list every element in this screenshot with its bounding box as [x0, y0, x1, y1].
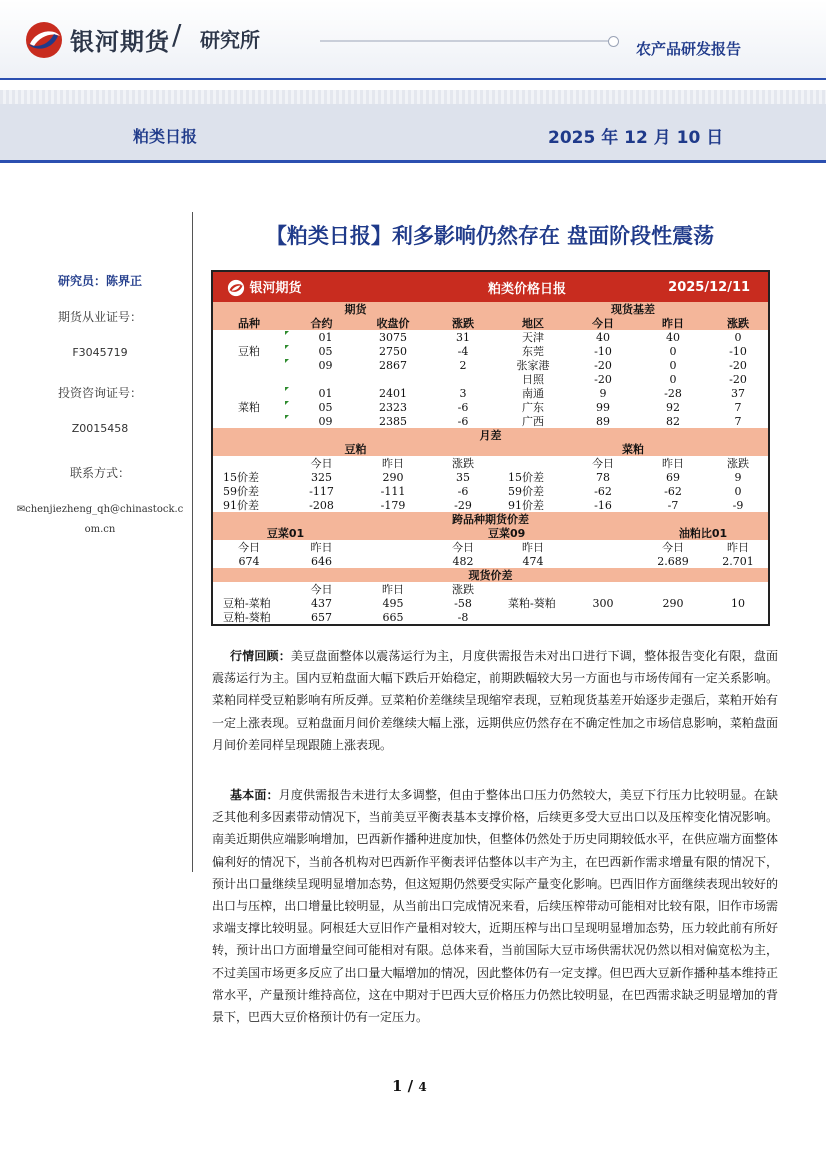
cross-subheader	[213, 526, 768, 540]
consult-label: 投资咨询证号：	[57, 386, 142, 400]
table-cell: -179	[380, 498, 406, 512]
paragraph-fundamentals	[212, 784, 778, 1028]
col-header: 昨日	[522, 540, 545, 554]
table-cell: -4	[457, 344, 469, 358]
table-cell: 东莞	[522, 344, 545, 358]
table-cell: 59价差	[508, 484, 545, 498]
col-header: 涨跌	[452, 456, 475, 470]
table-cell: 05	[285, 400, 358, 414]
decorative-line	[320, 40, 610, 42]
col-header: 地区	[522, 316, 545, 330]
paragraph-lead: 行情回顾：	[230, 649, 291, 663]
col-header: 今日	[592, 316, 615, 330]
table-cell: 290	[382, 470, 404, 484]
table-cell	[358, 372, 428, 386]
col-header: 昨日	[662, 316, 685, 330]
band-date: 2025 年 12 月 10 日	[548, 128, 724, 148]
basis-label: 现货基差	[611, 302, 656, 316]
table-cell: 82	[666, 414, 681, 428]
spread-right-label: 菜粕	[622, 442, 645, 456]
table-cell: 豆粕-葵粕	[223, 610, 271, 624]
report-type: 农产品研发报告	[636, 40, 742, 58]
table-row	[213, 610, 768, 624]
col-header: 今日	[662, 540, 685, 554]
table-row	[213, 596, 768, 610]
table-cell: 325	[311, 470, 332, 484]
col-header: 涨跌	[727, 316, 750, 330]
email-line-1[interactable]: ✉chenjiezheng_qh@chinastock.c	[16, 504, 184, 515]
table-cell: -6	[457, 484, 469, 498]
green-marker-icon	[285, 331, 289, 335]
table-cell: 495	[382, 596, 404, 610]
green-marker-icon	[285, 345, 289, 349]
table-cell: 40	[596, 330, 611, 344]
paragraph-text: 月度供需报告未进行太多调整，但由于整体出口压力仍然较大，美豆下行压力比较明显。在缺乏其他利多因素带动情况下，当前美豆平衡表基本支撑价格，后续更多受大豆出口以及压榨变化情况影响。南美近期供应端影响增加，巴西新作播种进度加快，但整体仍然处于历史同期较低水平，在供应端方面整体偏利好的情况下，当前各机构对巴西新作平衡表评估整体以丰产为主，在巴西新作需求增量有限的情况下，预计出口量继续呈现明显增加态势，但这短期仍然要受实际产量变化影响。巴西旧作方面继续表现出较好的出口与压榨，出口增量比较明显，从当前出口完成情况来看，后续压榨带动可能相对比较有限，旧作市场需求端支撑比较明显。阿根廷大豆旧作产量相对较大，近期压榨与出口呈现明显增加态势，压力较此前有所好转，预计出口方面增量空间可能相对有限。总体来看，当前国际大豆市场供需状况仍然以相对偏宽松为主，不过美国市场更多反应了出口量大幅增加的情况，因此整体仍有一定支撑。但巴西大豆新作播种基本维持正常水平，产量预计维持高位，这在中期对于巴西大豆价格压力仍然比较明显，在巴西需求缺乏明显增加的背景下，巴西大豆价格预计仍有一定压力。	[212, 788, 778, 1025]
table-cell: 7	[734, 414, 742, 428]
section-header-cross	[213, 512, 768, 526]
cross-group: 油粕比01	[678, 526, 728, 540]
paragraph-lead: 基本面：	[230, 788, 279, 802]
analyst-name: 研究员：陈界正	[57, 274, 142, 288]
table-brand: 银河期货	[249, 280, 302, 296]
table-cell: -20	[594, 372, 612, 386]
futures-label: 期货	[344, 302, 367, 316]
table-cell: -6	[457, 414, 469, 428]
col-header: 涨跌	[727, 456, 750, 470]
table-cell: -10	[729, 344, 747, 358]
band-title: 粕类日报	[133, 127, 198, 146]
table-row	[213, 400, 768, 414]
table-cell: 92	[666, 400, 681, 414]
table-row	[213, 470, 768, 484]
table-cell: 657	[311, 610, 332, 624]
table-cell: 9	[734, 470, 742, 484]
col-header: 涨跌	[452, 582, 475, 596]
cross-value: 646	[311, 554, 332, 568]
col-header: 昨日	[310, 540, 333, 554]
table-cell: 59价差	[223, 484, 259, 498]
table-cell: -117	[309, 484, 334, 498]
spot-label: 现货价差	[468, 568, 513, 582]
title-rule	[0, 160, 826, 163]
table-cell: 广西	[522, 414, 545, 428]
table-cell: -8	[457, 610, 469, 624]
table-cell	[213, 372, 285, 386]
table-cell: 张家港	[516, 358, 550, 372]
license-label: 期货从业证号：	[57, 310, 142, 324]
col-header: 昨日	[727, 540, 750, 554]
table-cell	[285, 372, 358, 386]
brand-name: 银河期货	[70, 28, 170, 56]
cross-group: 豆菜09	[488, 526, 526, 540]
table-cell: 9	[599, 386, 607, 400]
table-cell: -58	[454, 596, 472, 610]
table-cell	[213, 330, 285, 344]
table-row	[213, 344, 768, 358]
table-cell: 69	[666, 470, 681, 484]
section-header-futures	[213, 302, 768, 316]
table-cell: 2401	[379, 386, 408, 400]
table-cell: 35	[456, 470, 471, 484]
table-row	[213, 358, 768, 372]
table-cell: 01	[285, 330, 358, 344]
column-headers	[213, 316, 768, 330]
institute-name: 研究所	[200, 28, 260, 52]
table-cell: 78	[596, 470, 611, 484]
table-cell: 40	[666, 330, 681, 344]
table-cell: 0	[669, 344, 677, 358]
table-cell: 豆粕-菜粕	[223, 596, 271, 610]
table-cell: 豆粕	[238, 344, 260, 358]
table-cell: 2867	[379, 358, 408, 372]
table-cell: 01	[285, 386, 358, 400]
cross-value: 2.701	[722, 554, 754, 568]
page-total: 4	[418, 1080, 427, 1094]
green-marker-icon	[285, 401, 289, 405]
page-current: 1	[392, 1077, 403, 1095]
table-cell: -20	[729, 372, 747, 386]
table-cell	[428, 372, 498, 386]
table-cell: -111	[380, 484, 406, 498]
green-marker-icon	[285, 415, 289, 419]
table-cell	[708, 610, 768, 624]
table-row	[213, 484, 768, 498]
table-cell: -6	[457, 400, 469, 414]
col-header: 收盘价	[376, 316, 410, 330]
table-header	[213, 272, 768, 302]
table-cell	[213, 414, 285, 428]
header-rule	[0, 78, 826, 80]
table-cell: 15价差	[508, 470, 545, 484]
table-row	[213, 386, 768, 400]
table-cell: 09	[285, 358, 358, 372]
table-cell	[213, 386, 285, 400]
table-row	[213, 498, 768, 512]
green-marker-icon	[285, 387, 289, 391]
table-cell	[638, 610, 708, 624]
spread-left-label: 豆粕	[344, 442, 367, 456]
table-cell	[498, 610, 568, 624]
table-row	[213, 414, 768, 428]
contact-label: 联系方式：	[69, 466, 130, 480]
table-cell: 天津	[522, 330, 545, 344]
spread-cols	[213, 456, 768, 470]
table-row	[213, 330, 768, 344]
table-title: 粕类价格日报	[488, 281, 567, 297]
table-row	[213, 372, 768, 386]
galaxy-logo-icon	[24, 20, 64, 60]
col-header: 今日	[592, 456, 615, 470]
table-cell: -16	[594, 498, 612, 512]
spread-label: 月差	[479, 428, 502, 442]
table-cell: -9	[732, 498, 744, 512]
license-number: F3045719	[72, 346, 128, 359]
col-header: 今日	[310, 582, 333, 596]
paragraph-text: 美豆盘面整体以震荡运行为主，月度供需报告未对出口进行下调，整体报告变化有限，盘面震荡运行为主。国内豆粕盘面大幅下跌后开始稳定，前期跌幅较大另一方面也与市场传闻有一定关系影响。菜粕同样受豆粕影响有所反弹。豆菜粕价差继续呈现缩窄表现，豆粕现货基差开始逐步走强后，菜粕开始有一定上涨表现。豆粕盘面月间价差继续大幅上涨，远期供应仍然存在不确定性加之市场信息影响，菜粕盘面月间价差同样呈现跟随上涨表现。	[212, 649, 778, 752]
table-date: 2025/12/11	[668, 279, 751, 295]
table-cell: 15价差	[223, 470, 259, 484]
page-title: 【粕类日报】利多影响仍然存在 盘面阶段性震荡	[265, 224, 715, 248]
table-cell: 89	[596, 414, 611, 428]
consult-number: Z0015458	[71, 422, 129, 435]
green-marker-icon	[285, 359, 289, 363]
table-cell: 2750	[379, 344, 408, 358]
table-cell: 99	[596, 400, 611, 414]
table-cell: 南通	[522, 386, 545, 400]
table-cell: -62	[594, 484, 612, 498]
col-header: 昨日	[382, 456, 405, 470]
cross-cols	[213, 540, 768, 554]
table-cell: -7	[667, 498, 679, 512]
price-table	[211, 270, 770, 626]
table-cell: 日照	[522, 372, 545, 386]
decorative-dot	[608, 36, 619, 47]
table-cell: 300	[592, 596, 614, 610]
table-cell: 2323	[379, 400, 408, 414]
cross-value: 482	[452, 554, 474, 568]
pattern-band	[0, 90, 826, 104]
table-cell: 2	[459, 358, 467, 372]
col-header: 昨日	[662, 456, 685, 470]
table-cell: -20	[594, 358, 612, 372]
table-cell: 91价差	[223, 498, 259, 512]
table-cell: 05	[285, 344, 358, 358]
col-header: 今日	[452, 540, 475, 554]
table-cell: 91价差	[508, 498, 545, 512]
cross-value: 474	[522, 554, 544, 568]
table-cell: -208	[309, 498, 334, 512]
table-cell: -20	[729, 358, 747, 372]
table-cell: 37	[731, 386, 746, 400]
cross-group: 豆菜01	[266, 526, 305, 540]
table-cell: 菜粕	[238, 400, 260, 414]
page-sep: /	[407, 1077, 414, 1095]
section-header-spot	[213, 568, 768, 582]
cross-value: 2.689	[657, 554, 689, 568]
table-cell: -29	[454, 498, 472, 512]
col-header: 合约	[310, 316, 333, 330]
table-cell	[568, 610, 638, 624]
table-cell: 3	[459, 386, 467, 400]
table-cell: 菜粕-葵粕	[508, 596, 556, 610]
table-cell: 0	[669, 372, 677, 386]
table-cell	[213, 358, 285, 372]
paragraph-review	[212, 645, 778, 756]
table-cell: 31	[456, 330, 471, 344]
cross-label: 跨品种期货价差	[452, 512, 530, 526]
table-cell: 3075	[379, 330, 408, 344]
col-header: 昨日	[382, 582, 405, 596]
page-number	[392, 1077, 427, 1095]
table-cell: 2385	[379, 414, 408, 428]
col-header: 品种	[238, 316, 260, 330]
table-logo-icon	[227, 279, 245, 297]
table-cell: 0	[734, 330, 742, 344]
table-cell: 0	[734, 484, 742, 498]
col-header: 今日	[310, 456, 333, 470]
sidebar-divider	[192, 212, 193, 872]
table-cell: 0	[669, 358, 677, 372]
col-header: 今日	[238, 540, 260, 554]
spread-subheader	[213, 442, 768, 456]
col-header: 涨跌	[452, 316, 475, 330]
spot-cols	[213, 582, 768, 596]
table-cell: 09	[285, 414, 358, 428]
table-cell: 广东	[522, 400, 545, 414]
table-cell: -28	[664, 386, 682, 400]
table-cell: -10	[594, 344, 612, 358]
table-cell: 665	[382, 610, 404, 624]
table-cell: 10	[731, 596, 746, 610]
table-cell: 7	[734, 400, 742, 414]
table-cell: 290	[662, 596, 684, 610]
cross-values-row	[213, 554, 768, 568]
cross-value: 674	[238, 554, 260, 568]
table-cell: -62	[664, 484, 682, 498]
table-cell: 437	[311, 596, 332, 610]
section-header-spread	[213, 428, 768, 442]
email-line-2[interactable]: om.cn	[84, 524, 116, 535]
brand-slash: /	[172, 18, 182, 51]
